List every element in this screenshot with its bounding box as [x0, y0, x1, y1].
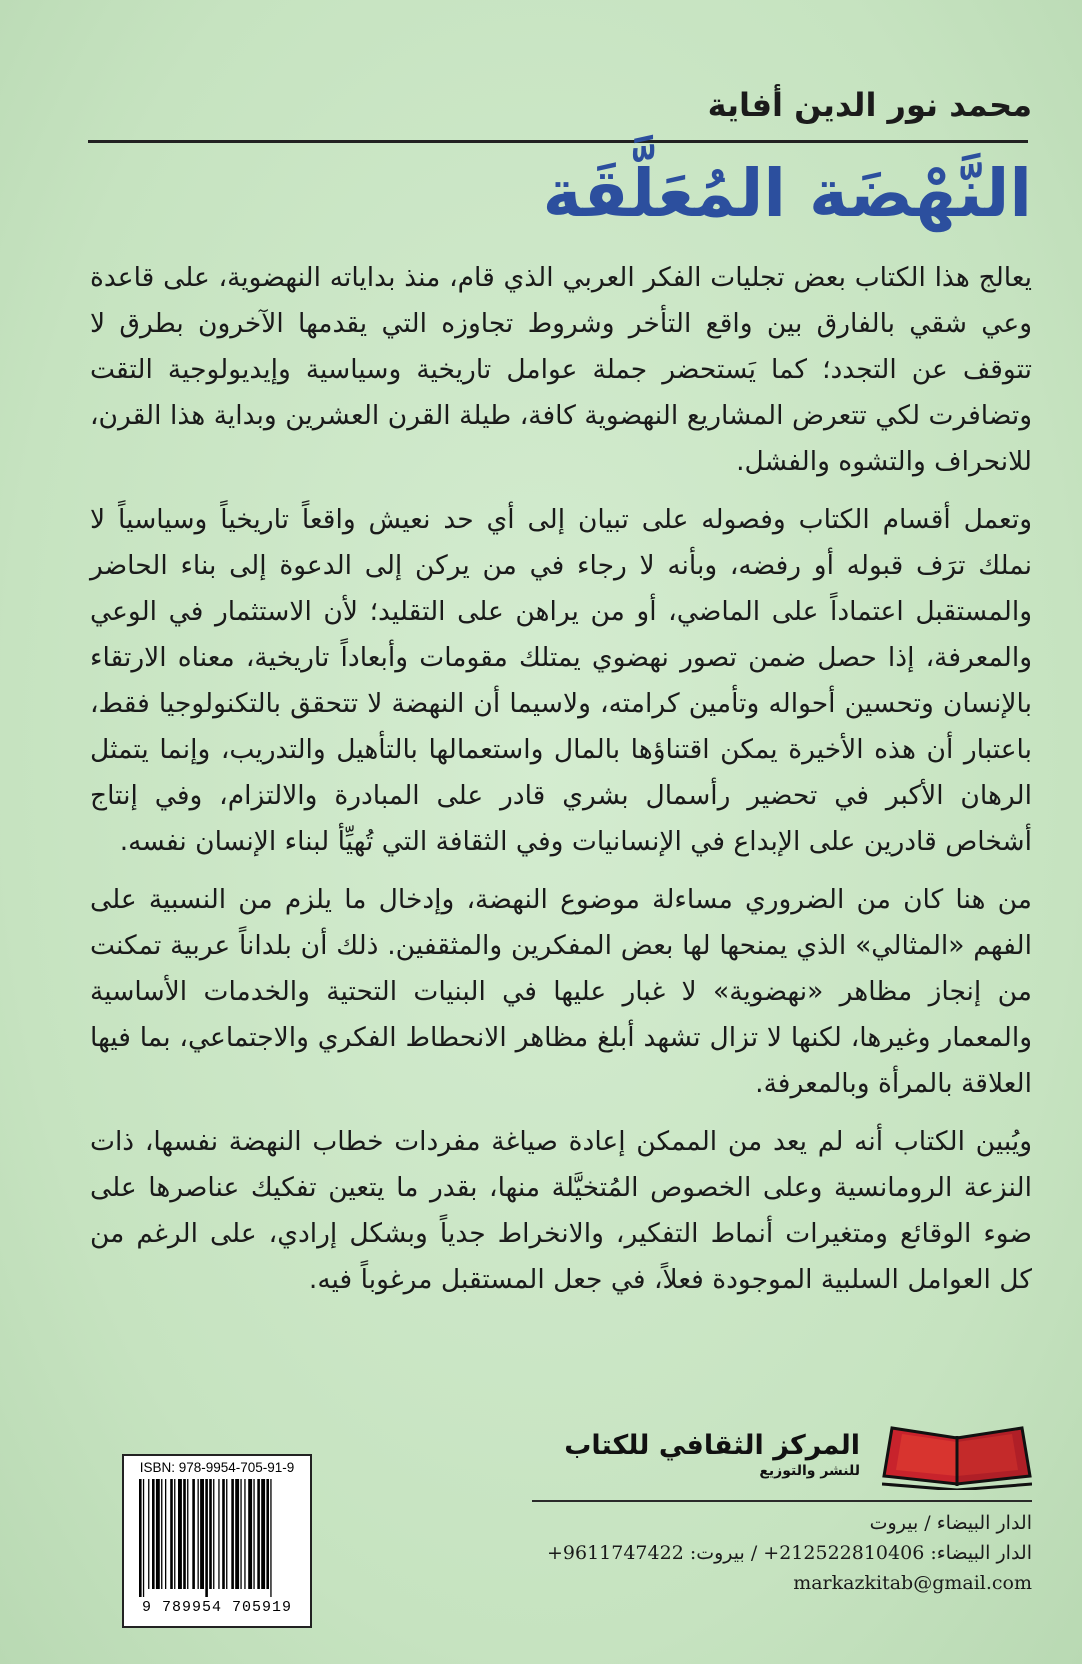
- open-book-icon: [882, 1418, 1032, 1490]
- barcode-bar: [170, 1479, 173, 1589]
- barcode-bar: [222, 1479, 225, 1589]
- author-name: محمد نور الدين أفاية: [707, 86, 1032, 124]
- barcode-bars: [133, 1479, 301, 1597]
- isbn-barcode: [122, 1454, 312, 1628]
- barcode-bar: [165, 1479, 166, 1589]
- publisher-subtitle: للنشر والتوزيع: [759, 1462, 860, 1479]
- blurb-paragraph-3: من هنا كان من الضروري مساءلة موضوع النهضة، وإدخال ما يلزم من النسبية على الفهم «المثالي» الذي يمنحها لها بعض المفكرين والمثقفين. ذلك أن بلداناً عربية تمكنت من إنجاز مظاهر «نهضوية» لا غبار عليها في البنيات التحتية والخدمات الأساسية والمعمار وغيرها، لكنها لا تزال تشهد أبلغ مظاهر الانحطاط الفكري والاجتماعي، بما فيها العلاقة بالمرأة وبالمعرفة.: [90, 884, 1032, 1099]
- barcode-bar: [152, 1479, 155, 1589]
- barcode-bar: [240, 1479, 241, 1589]
- barcode-bar: [161, 1479, 162, 1589]
- blurb-paragraph-4: ويُبين الكتاب أنه لم يعد من الممكن إعادة صياغة مفردات خطاب النهضة نفسها، ذات النزعة الرومانسية وعلى الخصوص المُتخيَّلة منها، بقدر ما يتعين تفكيك عناصرها على ضوء الوقائع ومتغيرات أنماط التفكير، والانخراط جدياً وبشكل إرادي، على الرغم من كل العوامل السلبية الموجودة فعلاً، في جعل المستقبل مرغوباً فيه.: [90, 1126, 1032, 1295]
- publisher-text: [564, 1430, 860, 1479]
- author-divider: [88, 140, 1028, 143]
- barcode-bar: [205, 1479, 208, 1597]
- barcode-bar: [143, 1479, 144, 1597]
- barcode-bar: [209, 1479, 212, 1589]
- publisher-name: المركز الثقافي للكتاب: [564, 1429, 860, 1461]
- publisher-phones: الدار البيضاء: 212522810406+ / بيروت: 9611747422+: [546, 1542, 1032, 1564]
- barcode-bar: [218, 1479, 219, 1589]
- barcode-bar: [226, 1479, 227, 1589]
- barcode-bar: [253, 1479, 254, 1589]
- blurb-paragraph-1: يعالج هذا الكتاب بعض تجليات الفكر العربي الذي قام، منذ بداياته النهضوية، على قاعدة وعي شقي بالفارق بين واقع التأخر وشروط تجاوزه التي يقدمها الآخرون بطرق لا تتوقف عن التجدد؛ كما يَستحضر جملة عوامل تاريخية وسياسية وإيديولوجية التقت وتضافرت لكي تتعرض المشاريع النهضوية كافة، طيلة القرن العشرين وبداية هذا القرن، للانحراف والتشوه والفشل.: [90, 262, 1032, 477]
- barcode-bar: [270, 1479, 271, 1597]
- barcode-bar: [235, 1479, 239, 1589]
- barcode-bar: [261, 1479, 265, 1589]
- barcode-bar: [183, 1479, 186, 1589]
- publisher-email: markazkitab@gmail.com: [793, 1572, 1032, 1594]
- barcode-bar: [187, 1479, 188, 1589]
- publisher-logo-block: [564, 1418, 1032, 1490]
- barcode-bar: [257, 1479, 260, 1589]
- barcode-bar: [248, 1479, 252, 1589]
- publisher-address: [532, 1508, 1032, 1598]
- isbn-label: ISBN: 978-9954-705-91-9: [139, 1460, 295, 1475]
- barcode-bar: [198, 1479, 199, 1589]
- book-title: النَّهْضَة المُعَلَّقَة: [542, 155, 1032, 232]
- barcode-bar: [192, 1479, 195, 1589]
- barcode-bar: [178, 1479, 182, 1589]
- blurb-paragraph-2: وتعمل أقسام الكتاب وفصوله على تبيان إلى أي حد نعيش واقعاً تاريخياً وسياسياً لا نملك ترَف قبوله أو رفضه، وبأنه لا رجاء في من يركن إلى الدعوة إلى بناء الحاضر والمستقبل اعتماداً على الماضي، أو من يراهن على التقليد؛ لأن الاستثمار في الوعي والمعرفة، إذا حصل ضمن تصور نهضوي يمتلك مقومات وأبعاداً تاريخية، معناه الارتقاء بالإنسان وتحسين أحواله وتأمين كرامته، ولاسيما أن النهضة لا تتحقق بالتكنولوجيا فقط، باعتبار أن هذه الأخيرة يمكن اقتناؤها بالمال واستعمالها بالتأهيل والتدريب، وإنما يتمثل الرهان الأكبر في تحضير رأسمال بشري قادر على المبادرة والالتزام، وفي إنتاج أشخاص قادرين على الإبداع في الإنسانيات وفي الثقافة التي تُهيِّأ لبناء الإنسان نفسه.: [90, 504, 1032, 857]
- barcode-bar: [266, 1479, 269, 1589]
- barcode-bar: [174, 1479, 175, 1589]
- barcode-bar: [139, 1479, 142, 1597]
- barcode-bar: [213, 1479, 214, 1589]
- barcode-bar: [200, 1479, 204, 1589]
- barcode-bar: [231, 1479, 234, 1589]
- publisher-cities: الدار البيضاء / بيروت: [869, 1512, 1032, 1534]
- barcode-bar: [156, 1479, 160, 1589]
- barcode-digits: 9 789954 705919: [141, 1599, 293, 1616]
- publisher-divider: [532, 1500, 1032, 1502]
- blurb: [90, 255, 1032, 1315]
- barcode-bar: [244, 1479, 245, 1589]
- barcode-bar: [148, 1479, 149, 1589]
